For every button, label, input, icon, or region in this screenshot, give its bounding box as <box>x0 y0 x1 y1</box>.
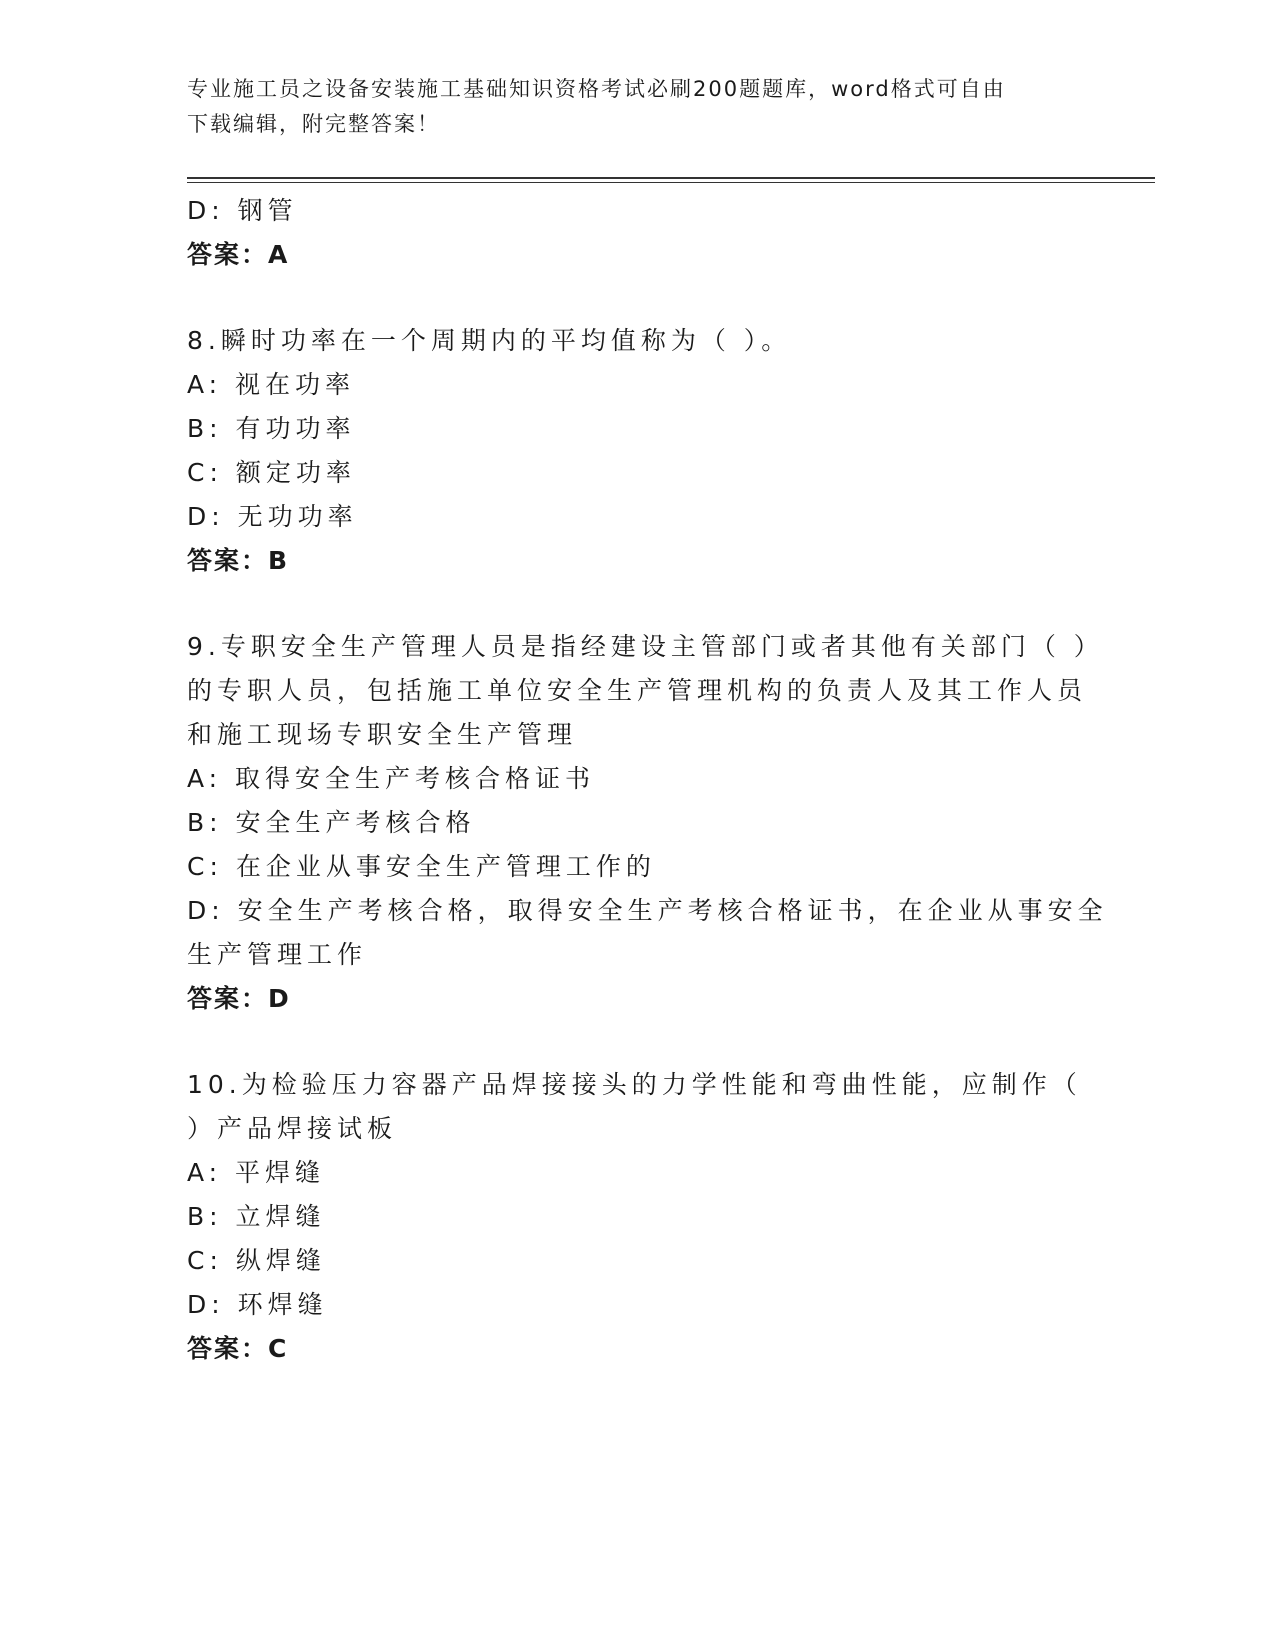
q9-option-c: C: 在企业从事安全生产管理工作的 <box>187 852 656 881</box>
q9-answer: 答案：D <box>187 984 291 1013</box>
q7-option-d: D: 钢管 <box>187 196 298 225</box>
q8-option-a: A: 视在功率 <box>187 370 356 399</box>
q9-option-b: B: 安全生产考核合格 <box>187 808 476 837</box>
header-title-line-2: 下载编辑，附完整答案！ <box>187 112 440 136</box>
document-header <box>187 72 1067 142</box>
q10-option-b: B: 立焊缝 <box>187 1202 326 1231</box>
q9-stem-line-3: 和施工现场专职安全生产管理 <box>187 720 578 749</box>
header-title-line-1: 专业施工员之设备安装施工基础知识资格考试必刷200题题库，word格式可自由 <box>187 77 1006 101</box>
q9-option-a: A: 取得安全生产考核合格证书 <box>187 764 596 793</box>
q9-option-d-line-2: 生产管理工作 <box>187 940 368 969</box>
q10-option-c: C: 纵焊缝 <box>187 1246 326 1275</box>
q8-answer: 答案：B <box>187 546 290 575</box>
q10-option-d: D: 环焊缝 <box>187 1290 328 1319</box>
q10-option-a: A: 平焊缝 <box>187 1158 326 1187</box>
q9-option-d-line-1: D: 安全生产考核合格，取得安全生产考核合格证书，在企业从事安全 <box>187 896 1108 925</box>
q10-stem-line-2: ）产品焊接试板 <box>187 1114 398 1143</box>
q8-option-c: C: 额定功率 <box>187 458 356 487</box>
q10-stem-line-1: 10.为检验压力容器产品焊接接头的力学性能和弯曲性能，应制作（ <box>187 1070 1082 1099</box>
q9-stem-line-1: 9.专职安全生产管理人员是指经建设主管部门或者其他有关部门（ ） <box>187 632 1104 661</box>
q8-option-d: D: 无功功率 <box>187 502 358 531</box>
q7-answer: 答案：A <box>187 240 290 269</box>
header-divider-thin <box>187 182 1155 183</box>
q8-stem-line-1: 8.瞬时功率在一个周期内的平均值称为（ ）。 <box>187 326 792 355</box>
q10-answer: 答案：C <box>187 1334 289 1363</box>
q9-stem-line-2: 的专职人员，包括施工单位安全生产管理机构的负责人及其工作人员 <box>187 676 1088 705</box>
q8-option-b: B: 有功功率 <box>187 414 356 443</box>
header-divider <box>187 177 1155 179</box>
